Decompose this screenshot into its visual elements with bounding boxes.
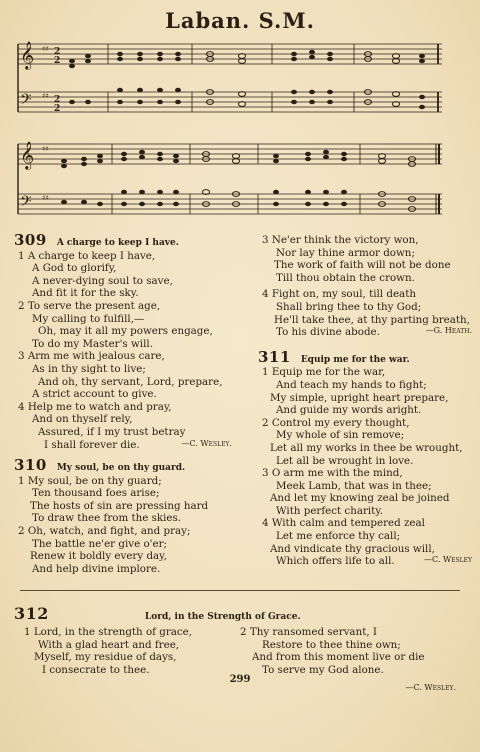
hymn-312-col-1	[14, 626, 234, 676]
hymn-312-heading	[14, 604, 466, 623]
verse-line: 3 Ne'er think the victory won,	[262, 234, 419, 246]
verse-line: A strict account to give.	[32, 388, 157, 401]
verse-line: And vindicate thy gracious will,	[270, 542, 435, 555]
left-column	[14, 231, 232, 575]
verse-line: As in thy sight to live;	[32, 362, 146, 375]
svg-text:2: 2	[54, 95, 61, 105]
hymn-number: 311	[258, 347, 291, 366]
svg-text:♯♯: ♯♯	[42, 194, 49, 202]
hymn-number: 310	[14, 456, 47, 475]
verse-line: Myself, my residue of days,	[34, 651, 177, 664]
verse-line: 1 My soul, be on thy guard;	[18, 474, 162, 487]
verse-line: Renew it boldly every day,	[30, 550, 167, 563]
verse-line: And guide my words aright.	[276, 404, 422, 417]
svg-text:♯♯: ♯♯	[42, 145, 49, 153]
verse-line: I shall forever die.	[44, 438, 140, 451]
svg-text:2: 2	[54, 104, 61, 114]
verse-line: Assured, if I my trust betray	[38, 425, 186, 438]
verse-line: My simple, upright heart prepare,	[270, 391, 449, 404]
verse-line: And on thyself rely,	[32, 413, 133, 426]
hymn-caption: Lord, in the Strength of Grace.	[144, 612, 301, 622]
verse-line: 2 Thy ransomed servant, I	[240, 626, 377, 638]
verse-line: Restore to thee thine own;	[262, 638, 401, 651]
verse-line: A never-dying soul to save,	[32, 274, 173, 287]
hymn-author: —G. Heath.	[425, 326, 472, 336]
verse-line: 4 Fight on, my soul, till death	[262, 288, 416, 301]
verse-line: Meek Lamb, that was in thee;	[276, 479, 432, 492]
verse-line: 4 With calm and tempered zeal	[262, 517, 425, 530]
svg-text:2: 2	[54, 47, 61, 57]
verse-line: To his divine abode.	[276, 326, 380, 339]
hymn-310-text	[14, 475, 232, 576]
bass-clef-icon: 𝄢	[20, 91, 32, 112]
treble-clef-icon: 𝄞	[20, 141, 35, 169]
verse-line: And from this moment live or die	[252, 651, 425, 664]
hymn-author: —C. Wesley.	[181, 438, 232, 448]
verse-line: 2 Oh, watch, and fight, and pray;	[18, 525, 191, 538]
hymn-311-heading	[258, 347, 472, 367]
treble-clef-icon: 𝄞	[20, 41, 35, 69]
verse-line: The battle ne'er give o'er;	[32, 537, 167, 550]
hymn-311-text	[258, 366, 472, 568]
svg-text:♯♯: ♯♯	[42, 92, 49, 100]
svg-text:♯♯: ♯♯	[42, 45, 49, 53]
verse-line: Ten thousand foes arise;	[32, 487, 160, 500]
hymn-caption: Equip me for the war.	[300, 354, 410, 365]
hymn-number: 309	[14, 231, 47, 249]
hymn-number: 312	[14, 604, 49, 623]
right-column	[258, 234, 472, 568]
verse-line: With a glad heart and free,	[38, 638, 180, 651]
verse-line: Oh, may it all my powers engage,	[38, 325, 213, 338]
verse-line: 3 Arm me with jealous care,	[18, 350, 165, 363]
verse-line: With perfect charity.	[276, 504, 384, 517]
verse-line: 3 O arm me with the mind,	[262, 467, 403, 480]
hymn-caption: A charge to keep I have.	[56, 238, 179, 248]
hymn-author: —C. Wesley	[424, 555, 472, 565]
verse-line: The hosts of sin are pressing hard	[30, 499, 209, 512]
verse-line: To draw thee from the skies.	[32, 512, 182, 525]
verse-line: Nor lay thine armor down;	[276, 246, 415, 259]
verse-line: 1 A charge to keep I have,	[18, 249, 156, 262]
verse-line: 4 Help me to watch and pray,	[18, 400, 172, 413]
score-system-2	[14, 136, 446, 222]
hymn-310-continued	[258, 234, 472, 339]
bass-clef-icon: 𝄢	[20, 193, 32, 214]
verse-line: The work of faith will not be done	[274, 259, 451, 272]
score-system-1	[14, 36, 446, 122]
page-number: 299	[229, 674, 251, 685]
verse-line: To serve my God alone.	[262, 663, 384, 676]
verse-line: And oh, thy servant, Lord, prepare,	[38, 375, 223, 388]
verse-line: 1 Equip me for the war,	[262, 366, 386, 379]
svg-text:2: 2	[54, 56, 61, 66]
verse-line: And fit it for the sky.	[32, 287, 139, 300]
verse-line: Shall bring thee to thy God;	[276, 300, 422, 313]
verse-line: And teach my hands to fight;	[276, 378, 427, 391]
verse-line: 2 Control my every thought,	[262, 416, 410, 429]
hymn-310-heading	[14, 456, 232, 475]
verse-line: I consecrate to thee.	[42, 663, 150, 676]
music-system-2	[14, 136, 446, 222]
verse-line: 2 To serve the present age,	[18, 299, 161, 312]
verse-line: Let all my works in thee be wrought,	[270, 441, 463, 454]
section-divider	[20, 590, 460, 591]
verse-line: My whole of sin remove;	[276, 429, 405, 442]
hymn-author: —C. Wesley.	[405, 683, 456, 693]
verse-line: Which offers life to all.	[276, 555, 395, 568]
verse-line: To do my Master's will.	[32, 337, 153, 350]
verse-line: Let all be wrought in love.	[276, 454, 414, 467]
verse-line: 1 Lord, in the strength of grace,	[24, 626, 193, 638]
hymn-309-heading	[14, 231, 232, 250]
verse-line: My calling to fulfill,—	[32, 312, 145, 325]
verse-line: And let my knowing zeal be joined	[270, 492, 450, 505]
music-system-1	[14, 36, 446, 122]
verse-line: Let me enforce thy call;	[276, 530, 401, 543]
verse-line: A God to glorify,	[32, 262, 117, 275]
verse-line: Till thou obtain the crown.	[276, 271, 415, 284]
tune-title: Laban. S.M.	[165, 8, 315, 33]
hymn-309-text	[14, 250, 232, 452]
hymn-caption: My soul, be on thy guard.	[56, 463, 186, 474]
verse-line: He'll take thee, at thy parting breath,	[274, 313, 470, 326]
verse-line: And help divine implore.	[32, 562, 161, 575]
